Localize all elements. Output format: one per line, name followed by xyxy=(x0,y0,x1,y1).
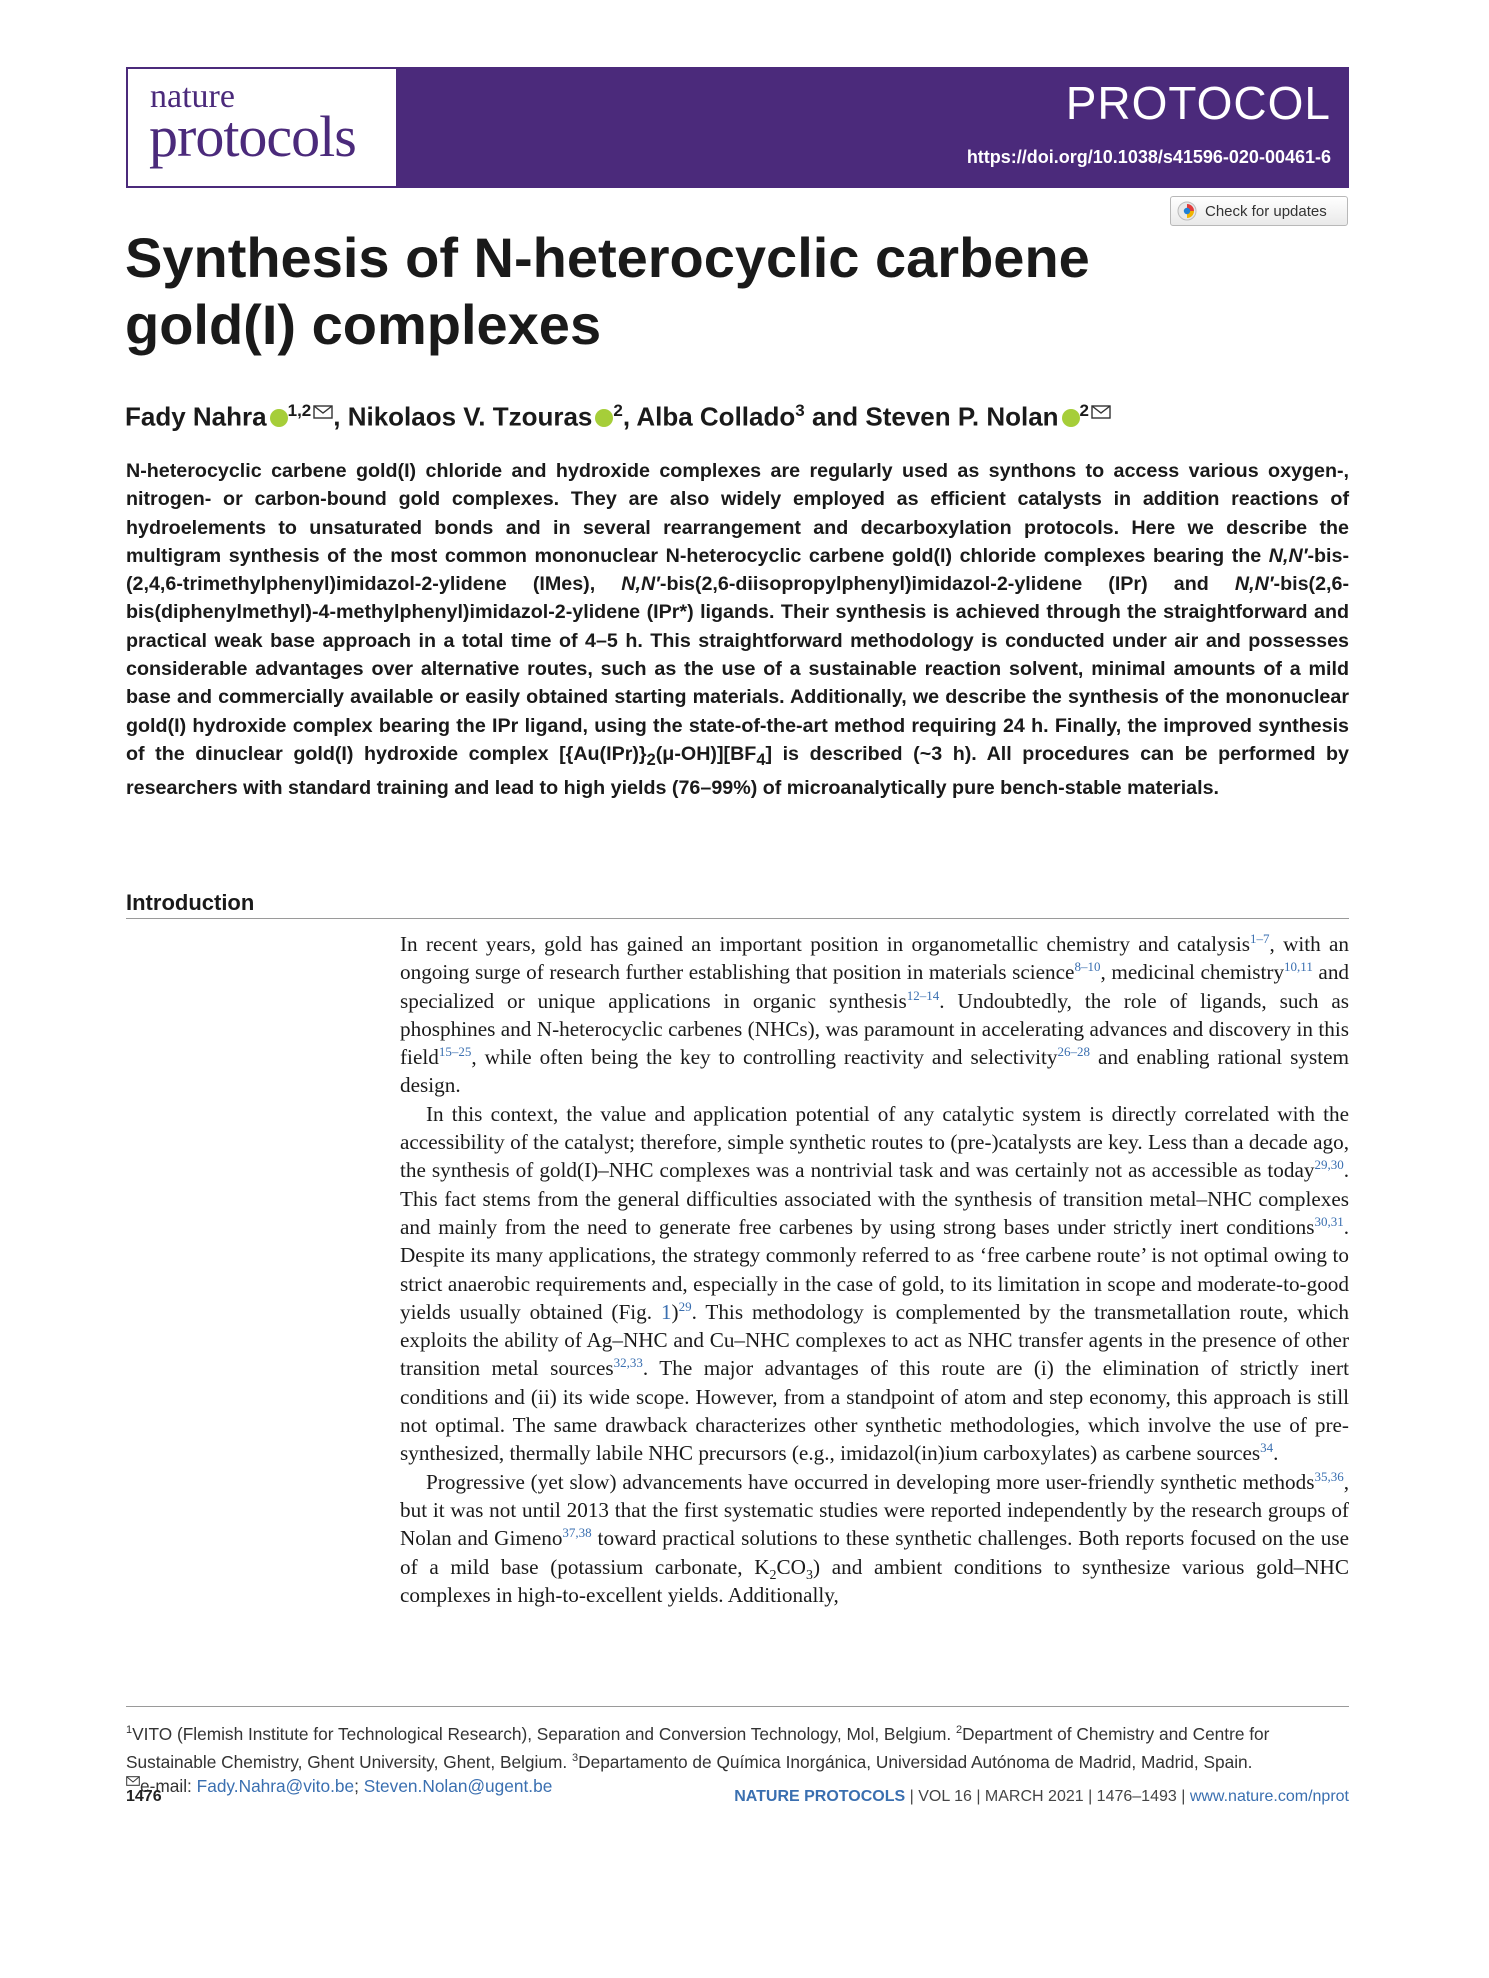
envelope-icon xyxy=(126,1776,140,1786)
check-for-updates-button[interactable] xyxy=(1170,196,1348,226)
check-for-updates-label: Check for updates xyxy=(1205,202,1327,220)
author-name[interactable]: Fady Nahra xyxy=(125,401,267,432)
intro-paragraph-1: In recent years, gold has gained an important position in organometallic chemistry and catalysis$^{1-7}$, with an ongoing surge of research further establishing that position in materials science$^{8-10}$, medicinal chemistry$^{10,11}$ and specialized or unique applications in organic synthesis$^{12-14}$. Undoubtedly, the role of ligands, such as phosphines and N-heterocyclic carbenes (NHCs), was paramount in accelerating advances and discovery in this field$^{15-25}$, while often being the key to controlling reactivity and selectivity$^{26-28}$ and enabling rational system design. xyxy=(400,930,1350,1098)
journal-citation xyxy=(734,1788,1349,1806)
orcid-icon[interactable] xyxy=(595,409,613,427)
citation-link[interactable]: 37,38 xyxy=(562,1525,592,1541)
citation-link[interactable]: 15–25 xyxy=(438,1044,472,1060)
author-list: Fady Nahra $^{1,2}$ , Nikolaos V. Tzouras $^2$, Alba Collado$^3$ and Steven P. Nolan $^2$ xyxy=(125,394,1111,434)
citation-link[interactable]: 1–7 xyxy=(1250,930,1270,946)
author-name[interactable]: Alba Collado xyxy=(636,401,796,432)
citation-link[interactable]: 29,30 xyxy=(1314,1157,1344,1173)
citation-link[interactable]: 26–28 xyxy=(1057,1044,1091,1060)
page-number: 1476 xyxy=(126,1788,162,1805)
affiliations-footnote: $^1$VITO (Flemish Institute for Technological Research), Separation and Conversion Technology, Mol, Belgium. $^2$Department of Chemistry and Centre for Sustainable Chemistry, Ghent University, Ghent, Belgium. $^3$Departamento de Química Inorgánica, Universidad Autónoma de Madrid, Madrid, Spain. e-mail: Fady.Nahra@vito.be; Steven.Nolan@ugent.be xyxy=(126,1723,1270,1796)
orcid-icon[interactable] xyxy=(1062,409,1080,427)
logo-nature-text: nature xyxy=(150,78,235,115)
author-affiliation: 2 xyxy=(1079,401,1090,420)
author-affiliation: 3 xyxy=(795,401,805,420)
citation-link[interactable]: 34 xyxy=(1260,1440,1274,1456)
author-name[interactable]: Steven P. Nolan xyxy=(865,401,1059,432)
intro-paragraph-3: Progressive (yet slow) advancements have occurred in developing more user-friendly synthetic methods$^{35,36}$, but it was not until 2013 that the first systematic studies were reported independently by the research groups of Nolan and Gimeno$^{37,38}$ toward practical solutions to these synthetic challenges. Both reports focused on the use of a mild base (potassium carbonate, $K_2CO_3$) and ambient conditions to synthesize various gold–NHC complexes in high-to-excellent yields. Additionally, xyxy=(400,1468,1349,1607)
citation-link[interactable]: 8–10 xyxy=(1074,959,1101,975)
author-affiliation: 2 xyxy=(613,401,623,420)
logo-protocols-text: protocols xyxy=(149,104,356,169)
citation-link[interactable]: 12–14 xyxy=(906,987,940,1003)
article-type: PROTOCOL xyxy=(1065,77,1331,129)
email-link[interactable]: Steven.Nolan@ugent.be xyxy=(363,1775,553,1796)
doi-link[interactable]: https://doi.org/10.1038/s41596-020-00461-6 xyxy=(966,147,1331,167)
citation-link[interactable]: 32,33 xyxy=(613,1355,643,1371)
article-title: Synthesis of N-heterocyclic carbene gold(I) complexes xyxy=(125,226,1090,356)
figure-link[interactable]: 1 xyxy=(660,1299,672,1324)
abstract: N-heterocyclic carbene gold(I) chloride and hydroxide complexes are regularly used as synthons to access various oxygen-, nitrogen- or carbon-bound gold complexes. They are also widely employed as efficient catalysts in addition reactions of hydroelements to unsaturated bonds and in several rearrangement and decarboxylation protocols. Here we describe the multigram synthesis of the most common mononuclear N-heterocyclic carbene gold(I) chloride complexes bearing the N,N′-bis-(2,4,6-trimethylphenyl)imidazol-2-ylidene (IMes), N,N′-bis(2,6-diisopropylphenyl)imidazol-2-ylidene (IPr) and N,N′-bis(2,6-bis(diphenylmethyl)-4-methylphenyl)imidazol-2-ylidene (IPr*) ligands. Their synthesis is achieved through the straightforward and practical weak base approach in a total time of 4–5 h. This straightforward methodology is conducted under air and possesses considerable advantages over alternative routes, such as the use of a sustainable reaction solvent, minimal amounts of a mild base and commercially available or easily obtained starting materials. Additionally, we describe the synthesis of the mononuclear gold(I) hydroxide complex bearing the IPr ligand, using the state-of-the-art method requiring 24 h. Finally, the improved synthesis of the dinuclear gold(I) hydroxide complex $[\{Au(IPr)\}_2(\mu-OH)][BF_4]$ is described (~3 h). All procedures can be performed by researchers with standard training and lead to high yields (76–99%) of microanalytically pure bench-stable materials. xyxy=(126,460,1350,800)
section-divider xyxy=(126,918,1349,919)
crossmark-icon xyxy=(1177,201,1197,221)
citation-link[interactable]: 30,31 xyxy=(1314,1213,1344,1229)
citation-link[interactable]: 29 xyxy=(678,1298,692,1314)
email-link[interactable]: Fady.Nahra@vito.be xyxy=(196,1775,355,1796)
journal-url[interactable]: www.nature.com/nprot xyxy=(1189,1788,1349,1805)
envelope-icon[interactable] xyxy=(1091,405,1111,419)
introduction-body xyxy=(400,930,1349,1609)
author-affiliation: 1,2 xyxy=(287,401,312,420)
volume-info: | VOL 16 | MARCH 2021 | 1476–1493 | xyxy=(905,1788,1190,1805)
section-heading-introduction: Introduction xyxy=(126,890,255,915)
citation-link[interactable]: 35,36 xyxy=(1314,1468,1344,1484)
author-name[interactable]: Nikolaos V. Tzouras xyxy=(347,401,593,432)
citation-link[interactable]: 10,11 xyxy=(1284,959,1313,975)
orcid-icon[interactable] xyxy=(270,409,288,427)
footnote-divider xyxy=(126,1706,1349,1707)
intro-paragraph-2: In this context, the value and application potential of any catalytic system is directly correlated with the accessibility of the catalyst; therefore, simple synthetic routes to (pre-)catalysts are key. Less than a decade ago, the synthesis of gold(I)–NHC complexes was a nontrivial task and was certainly not as accessible as today$^{29,30}$. This fact stems from the general difficulties associated with the synthesis of transition metal–NHC complexes and mainly from the need to generate free carbenes by using strong bases under strictly inert conditions$^{30,31}$. Despite its many applications, the strategy commonly referred to as ‘free carbene route’ is not optimal owing to strict anaerobic requirements and, especially in the case of gold, to its limitation in scope and moderate-to-good yields usually obtained (Fig. 1)$^{29}$. This methodology is complemented by the transmetallation route, which exploits the ability of Ag–NHC and Cu–NHC complexes to act as NHC transfer agents in the presence of other transition metal sources$^{32,33}$. The major advantages of this route are (i) the elimination of strictly inert conditions and (ii) its wide scope. However, from a standpoint of atom and step economy, this approach is still not optimal. The same drawback characterizes other synthetic methodologies, which involve the use of pre-synthesized, thermally labile NHC precursors (e.g., imidazol(in)ium carboxylates) as carbene sources$^{34}$. xyxy=(400,1101,1350,1466)
journal-name: NATURE PROTOCOLS xyxy=(734,1788,906,1805)
envelope-icon[interactable] xyxy=(313,405,333,419)
